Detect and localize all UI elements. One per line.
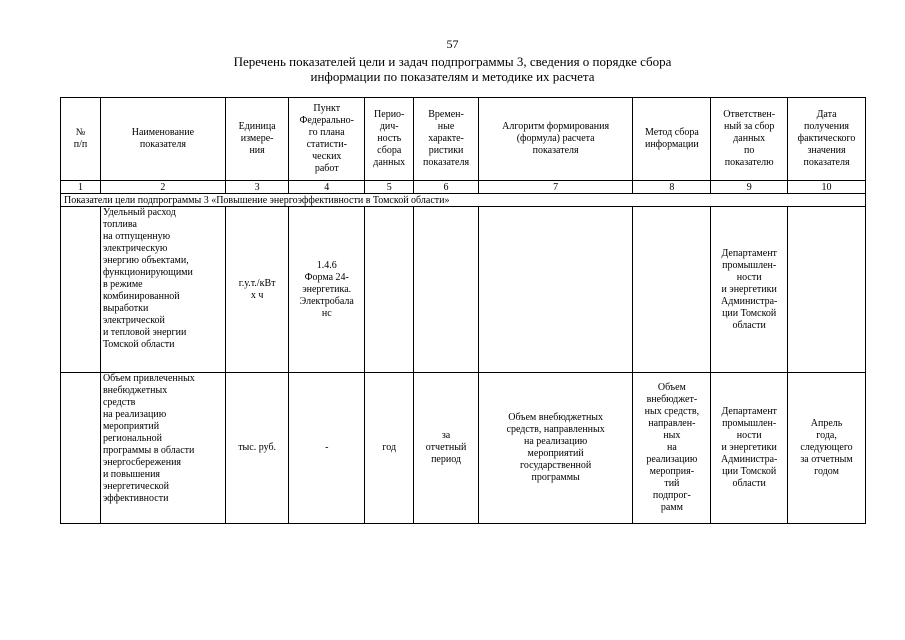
row-number [61,207,101,373]
periodicity-cell: год [365,373,414,524]
header-cell: Наименование показателя [100,98,225,181]
indicators-table [60,97,866,524]
time-characteristics-cell: за отчетный период [414,373,479,524]
time-characteristics-cell [414,207,479,373]
table-row [61,373,866,524]
page-number: 57 [446,37,459,51]
section-row [61,194,866,207]
column-number: 7 [478,181,633,194]
algorithm-cell [478,207,633,373]
document-title [0,54,905,84]
column-number: 2 [100,181,225,194]
header-cell: № п/п [61,98,101,181]
unit-cell: г.у.т./кВт х ч [225,207,288,373]
header-cell: Пункт Федерально- го плана статисти- ческих работ [289,98,365,181]
responsible-cell: Департамент промышлен- ности и энергетики Администра- ции Томской области [711,373,788,524]
column-number: 1 [61,181,101,194]
date-cell [788,207,866,373]
responsible-cell: Департамент промышлен- ности и энергетики Администра- ции Томской области [711,207,788,373]
method-cell [633,207,711,373]
federal-plan-cell: 1.4.6 Форма 24- энергетика. Электробала нс [289,207,365,373]
indicator-name: Удельный расход топлива на отпущенную электрическую энергию объектами, функционирующими в режиме комбинированной выработки электрической и тепловой энергии Томской области [100,207,225,373]
section-title: Показатели цели подпрограммы 3 «Повышение энергоэффективности в Томской области» [61,194,866,207]
table-row [61,207,866,373]
row-number [61,373,101,524]
header-cell: Алгоритм формирования (формула) расчета показателя [478,98,633,181]
algorithm-cell: Объем внебюджетных средств, направленных на реализацию мероприятий государственной программы [478,373,633,524]
header-cell: Дата получения фактического значения показателя [788,98,866,181]
column-number-row [61,181,866,194]
header-cell: Единица измере- ния [225,98,288,181]
method-cell: Объем внебюджет- ных средств, направлен- ных на реализацию мероприя- тий подпрог- рамм [633,373,711,524]
header-cell: Перио- дич- ность сбора данных [365,98,414,181]
periodicity-cell [365,207,414,373]
column-number: 9 [711,181,788,194]
federal-plan-cell: - [289,373,365,524]
header-cell: Времен- ные характе- ристики показателя [414,98,479,181]
column-number: 10 [788,181,866,194]
column-number: 3 [225,181,288,194]
indicator-name: Объем привлеченных внебюджетных средств на реализацию мероприятий региональной программы в области энергосбережения и повышения энергетической эффективности [100,373,225,524]
header-cell: Метод сбора информации [633,98,711,181]
header-cell: Ответствен- ный за сбор данных по показателю [711,98,788,181]
header-row [61,98,866,181]
column-number: 4 [289,181,365,194]
column-number: 8 [633,181,711,194]
date-cell: Апрель года, следующего за отчетным годом [788,373,866,524]
column-number: 5 [365,181,414,194]
title-line-1: Перечень показателей цели и задач подпрограммы 3, сведения о порядке сбора [233,54,672,69]
unit-cell: тыс. руб. [225,373,288,524]
column-number: 6 [414,181,479,194]
title-line-2: информации по показателям и методике их расчета [310,69,595,84]
